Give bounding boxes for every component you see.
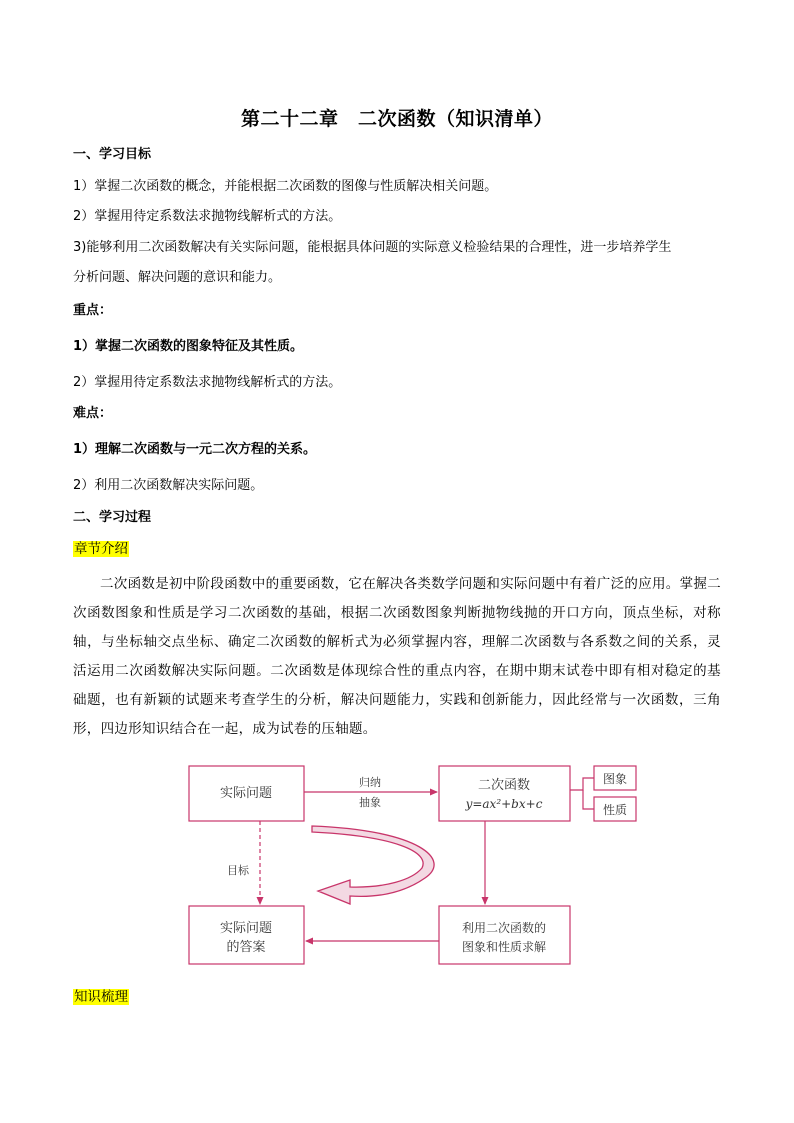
knowledge-highlight: 知识梳理 [74,989,128,1005]
box-solve-line2: 图象和性质求解 [461,940,547,954]
key-points-label: 重点： [73,303,113,318]
difficult-points-label: 难点： [73,406,113,421]
goal-item-3-continued: 分析问题、解决问题的意识和能力。 [73,270,282,285]
box-solve [439,906,570,964]
box-quadratic-function [439,766,570,821]
chapter-intro-paragraph: 二次函数是初中阶段函数中的重要函数，它在解决各类数学问题和实际问题中有着广泛的应用。掌握二次函数图象和性质是学习二次函数的基础，根据二次函数图象判断抛物线抛的开口方向，顶点坐标，对称轴，与坐标轴交点坐标、确定二次函数的解析式为必须掌握内容，理解二次函数与各系数之间的关系，灵活运用二次函数解决实际问题。二次函数是体现综合性的重点内容，在期中期末试卷中即有相对稳定的基础题，也有新颖的试题来考查学生的分析，解决问题能力，实践和创新能力，因此经常与一次函数，三角形，四边形知识结合在一起，成为试卷的压轴题。 [73,576,721,737]
box-quadratic-formula: y=ax²+bx+c [465,797,543,811]
connector-graph [570,778,594,790]
goal-item-1: 1）掌握二次函数的概念，并能根据二次函数的图像与性质解决相关问题。 [73,179,498,194]
difficult-point-2: 2）利用二次函数解决实际问题。 [73,478,264,493]
goal-item-2: 2）掌握用待定系数法求抛物线解析式的方法。 [73,209,342,224]
box-real-problem-label: 实际问题 [219,786,273,801]
curved-arrow [312,826,434,904]
box-property-label: 性质 [602,803,628,817]
goal-label: 目标 [227,864,249,877]
page-title: 第二十二章 二次函数（知识清单） [240,108,553,130]
key-point-1: 1）掌握二次函数的图象特征及其性质。 [73,339,304,354]
connector-property [583,790,594,809]
chapter-intro-highlight: 章节介绍 [74,541,128,557]
difficult-point-1: 1）理解二次函数与一元二次方程的关系。 [73,442,317,457]
arrow-label-abstract: 抽象 [359,796,381,809]
box-answer-line1: 实际问题 [219,921,273,936]
box-answer-line2: 的答案 [226,940,266,955]
box-quadratic-label: 二次函数 [477,778,531,793]
arrow-label-induce: 归纳 [359,776,381,789]
section-heading-process: 二、学习过程 [73,510,152,525]
box-graph-label: 图象 [602,772,628,786]
key-point-2: 2）掌握用待定系数法求抛物线解析式的方法。 [73,375,342,390]
goal-item-3: 3)能够利用二次函数解决有关实际问题，能根据具体问题的实际意义检验结果的合理性，进一步培养学生 [73,240,672,255]
box-solve-line1: 利用二次函数的 [461,921,547,935]
knowledge-label [73,988,723,1006]
section-heading-goals: 一、学习目标 [73,147,152,162]
